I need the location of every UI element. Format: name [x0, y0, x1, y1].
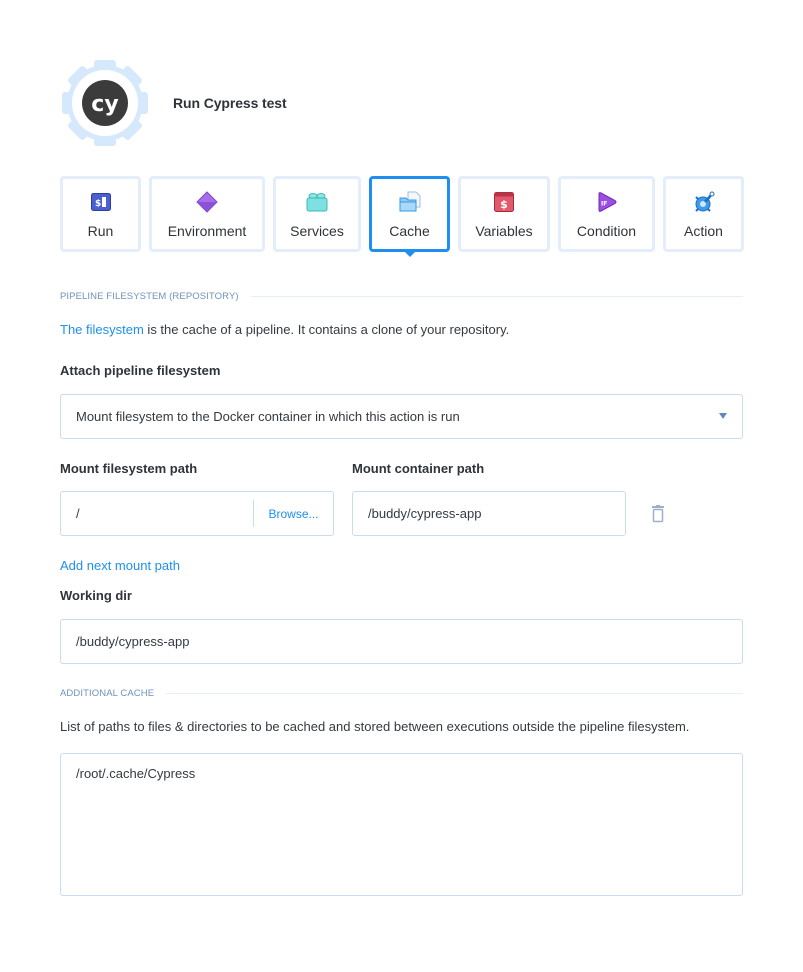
tab-action[interactable]: Action: [663, 176, 744, 252]
action-tabs: [60, 176, 752, 252]
working-dir-value: /buddy/cypress-app: [76, 634, 190, 649]
action-title: Run Cypress test: [173, 95, 287, 111]
pipeline-filesystem-section: [60, 291, 743, 302]
svg-text:IF: IF: [600, 200, 607, 208]
folder-files-icon: [399, 191, 421, 213]
if-play-icon: [597, 191, 617, 213]
additional-cache-description: List of paths to files & directories to be cached and stored between executions outside the pipeline filesystem.: [60, 719, 690, 734]
trash-icon[interactable]: [650, 505, 666, 523]
svg-text:$: $: [94, 199, 101, 209]
filesystem-intro: The filesystem is the cache of a pipeline. It contains a clone of your repository.: [60, 322, 510, 337]
tab-cache[interactable]: Cache: [369, 176, 450, 252]
tab-condition[interactable]: IF Condition: [558, 176, 655, 252]
mount-filesystem-path-label: Mount filesystem path: [60, 461, 198, 476]
working-dir-input[interactable]: [60, 619, 743, 664]
cypress-logo-icon: [60, 58, 150, 148]
section-divider: [251, 296, 743, 297]
mount-container-path-input[interactable]: [352, 491, 626, 536]
mount-filesystem-path-input[interactable]: [60, 491, 334, 536]
attach-filesystem-select[interactable]: [60, 394, 743, 439]
chevron-down-icon: [719, 413, 727, 419]
svg-text:$: $: [500, 198, 508, 211]
section-title: PIPELINE FILESYSTEM (REPOSITORY): [60, 291, 239, 302]
diamond-icon: [196, 191, 218, 213]
terminal-icon: [91, 191, 111, 213]
action-header: [60, 58, 287, 148]
browse-button[interactable]: Browse...: [253, 500, 333, 527]
tab-variables[interactable]: $ Variables: [458, 176, 550, 252]
dollar-icon: [494, 191, 514, 213]
cache-paths-textarea[interactable]: [60, 753, 743, 896]
tab-environment[interactable]: Environment: [149, 176, 265, 252]
section-divider: [166, 693, 743, 694]
mount-filesystem-path-value: /: [76, 506, 80, 521]
attach-filesystem-label: Attach pipeline filesystem: [60, 363, 221, 378]
additional-cache-section: [60, 688, 743, 699]
svg-text:cy: cy: [91, 92, 119, 117]
filesystem-help-link[interactable]: The filesystem: [60, 322, 144, 337]
add-next-mount-path-link[interactable]: Add next mount path: [60, 558, 180, 573]
mount-container-path-label: Mount container path: [352, 461, 485, 476]
lego-block-icon: [306, 191, 328, 213]
gear-wrench-icon: [693, 191, 715, 213]
mount-container-path-value: /buddy/cypress-app: [368, 506, 482, 521]
tab-services[interactable]: Services: [273, 176, 361, 252]
working-dir-label: Working dir: [60, 588, 132, 603]
section-title: ADDITIONAL CACHE: [60, 688, 155, 699]
attach-filesystem-value: Mount filesystem to the Docker container in which this action is run: [76, 409, 460, 424]
tab-run[interactable]: $ Run: [60, 176, 141, 252]
